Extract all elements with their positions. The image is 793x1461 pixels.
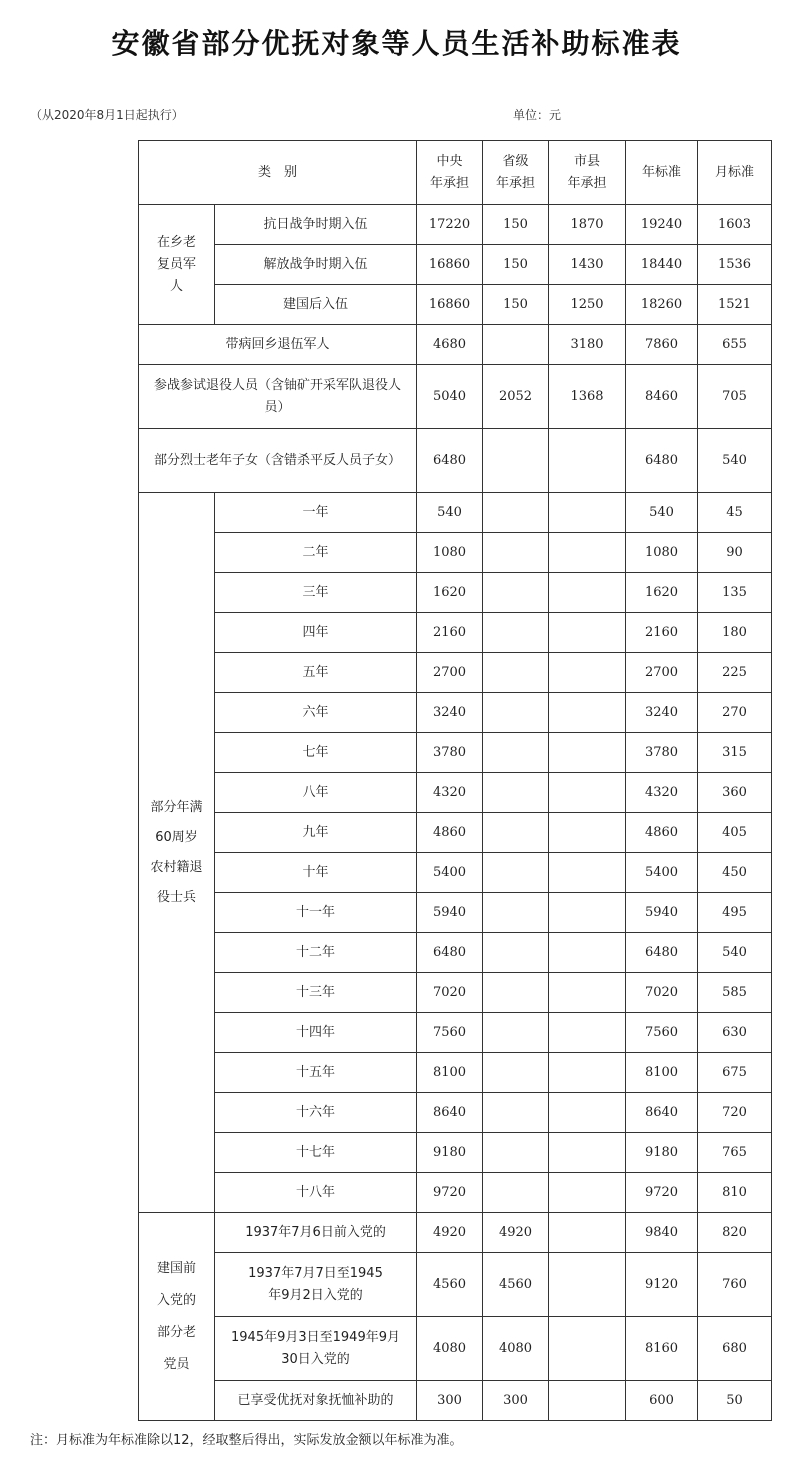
cell-central: 4080 (417, 1317, 483, 1381)
cell-monthly: 765 (698, 1133, 772, 1173)
table-row (139, 653, 772, 693)
cell-central: 5040 (417, 365, 483, 429)
cell-central: 540 (417, 493, 483, 533)
cell-central: 17220 (417, 205, 483, 245)
table-row (139, 933, 772, 973)
cell-central: 1620 (417, 573, 483, 613)
row-name: 十五年 (215, 1053, 417, 1093)
cell-city (549, 893, 626, 933)
cell-monthly: 135 (698, 573, 772, 613)
cell-city (549, 933, 626, 973)
cell-city (549, 1093, 626, 1133)
row-name: 部分烈士老年子女（含错杀平反人员子女） (139, 429, 417, 493)
cell-annual: 8460 (626, 365, 698, 429)
cell-city (549, 429, 626, 493)
cell-city (549, 1053, 626, 1093)
table-row (139, 893, 772, 933)
cell-annual: 7860 (626, 325, 698, 365)
cell-monthly: 90 (698, 533, 772, 573)
cell-city (549, 653, 626, 693)
row-name: 十八年 (215, 1173, 417, 1213)
table-row (139, 1133, 772, 1173)
cell-monthly: 360 (698, 773, 772, 813)
cell-central: 8100 (417, 1053, 483, 1093)
table-row (139, 493, 772, 533)
cell-central: 4920 (417, 1213, 483, 1253)
cell-central: 9180 (417, 1133, 483, 1173)
table-row (139, 429, 772, 493)
cell-city (549, 733, 626, 773)
cell-central: 3780 (417, 733, 483, 773)
cell-monthly: 1521 (698, 285, 772, 325)
table-row (139, 325, 772, 365)
cell-city (549, 1013, 626, 1053)
table-row (139, 1213, 772, 1253)
unit-label: 单位：元 (513, 108, 562, 122)
cell-annual: 7020 (626, 973, 698, 1013)
header-province (483, 141, 549, 205)
cell-central: 5940 (417, 893, 483, 933)
row-name: 解放战争时期入伍 (215, 245, 417, 285)
cell-annual: 9180 (626, 1133, 698, 1173)
table-row (139, 853, 772, 893)
table-row (139, 245, 772, 285)
cell-province (483, 1013, 549, 1053)
row-name: 十一年 (215, 893, 417, 933)
table-row (139, 365, 772, 429)
cell-annual: 9720 (626, 1173, 698, 1213)
cell-central: 7020 (417, 973, 483, 1013)
cell-monthly: 225 (698, 653, 772, 693)
cell-province (483, 693, 549, 733)
cell-province: 300 (483, 1381, 549, 1421)
row-name: 1937年7月6日前入党的 (215, 1213, 417, 1253)
cell-central: 8640 (417, 1093, 483, 1133)
cell-monthly: 675 (698, 1053, 772, 1093)
cell-monthly: 585 (698, 973, 772, 1013)
row-name: 建国后入伍 (215, 285, 417, 325)
cell-annual: 9840 (626, 1213, 698, 1253)
table-row (139, 1053, 772, 1093)
cell-central: 2160 (417, 613, 483, 653)
subsidy-standard-table (138, 140, 772, 1421)
table-row (139, 285, 772, 325)
cell-central: 6480 (417, 429, 483, 493)
cell-central: 2700 (417, 653, 483, 693)
cell-city (549, 493, 626, 533)
cell-monthly: 810 (698, 1173, 772, 1213)
cell-annual: 6480 (626, 429, 698, 493)
header-category: 类 别 (139, 141, 417, 205)
footnote: 注：月标准为年标准除以12，经取整后得出，实际发放金额以年标准为准。 (30, 1433, 463, 1448)
cell-central: 300 (417, 1381, 483, 1421)
cell-province (483, 1053, 549, 1093)
table-row (139, 1381, 772, 1421)
cell-annual: 1620 (626, 573, 698, 613)
cell-city (549, 1317, 626, 1381)
cell-annual: 3780 (626, 733, 698, 773)
header-monthly: 月标准 (698, 141, 772, 205)
cell-province: 4560 (483, 1253, 549, 1317)
cell-annual: 600 (626, 1381, 698, 1421)
header-central-line1: 中央 (436, 153, 463, 169)
cell-annual: 2700 (626, 653, 698, 693)
cell-province (483, 933, 549, 973)
table-row (139, 693, 772, 733)
cell-monthly: 655 (698, 325, 772, 365)
cell-city (549, 1213, 626, 1253)
table-row (139, 205, 772, 245)
row-name: 十四年 (215, 1013, 417, 1053)
row-name: 十三年 (215, 973, 417, 1013)
cell-central: 3240 (417, 693, 483, 733)
row-name: 抗日战争时期入伍 (215, 205, 417, 245)
cell-city (549, 613, 626, 653)
cell-central: 5400 (417, 853, 483, 893)
table-row (139, 733, 772, 773)
table-row (139, 613, 772, 653)
cell-annual: 18260 (626, 285, 698, 325)
cell-annual: 3240 (626, 693, 698, 733)
cell-city (549, 773, 626, 813)
row-name: 五年 (215, 653, 417, 693)
cell-city: 1250 (549, 285, 626, 325)
row-name: 参战参试退役人员（含铀矿开采军队退役人员） (139, 365, 417, 429)
row-name: 1945年9月3日至1949年9月30日入党的 (215, 1317, 417, 1381)
table-header-row (139, 141, 772, 205)
table-row (139, 1253, 772, 1317)
cell-annual: 8100 (626, 1053, 698, 1093)
cell-annual: 8640 (626, 1093, 698, 1133)
table-row (139, 1173, 772, 1213)
cell-monthly: 820 (698, 1213, 772, 1253)
cell-province (483, 1173, 549, 1213)
cell-annual: 5940 (626, 893, 698, 933)
row-name: 八年 (215, 773, 417, 813)
effective-date-note: （从2020年8月1日起执行） (30, 108, 184, 122)
cell-province: 4080 (483, 1317, 549, 1381)
cell-city: 1430 (549, 245, 626, 285)
cell-monthly: 270 (698, 693, 772, 733)
cell-province (483, 573, 549, 613)
cell-city (549, 973, 626, 1013)
cell-annual: 8160 (626, 1317, 698, 1381)
cell-monthly: 540 (698, 429, 772, 493)
cell-annual: 2160 (626, 613, 698, 653)
cell-city (549, 1133, 626, 1173)
cell-annual: 19240 (626, 205, 698, 245)
cell-annual: 9120 (626, 1253, 698, 1317)
cell-monthly: 720 (698, 1093, 772, 1133)
cell-city (549, 1253, 626, 1317)
cell-monthly: 680 (698, 1317, 772, 1381)
header-province-line2: 年承担 (496, 175, 536, 191)
cell-province: 150 (483, 205, 549, 245)
header-city (549, 141, 626, 205)
cell-annual: 5400 (626, 853, 698, 893)
table-row (139, 1317, 772, 1381)
cell-monthly: 50 (698, 1381, 772, 1421)
cell-monthly: 450 (698, 853, 772, 893)
cell-annual: 4320 (626, 773, 698, 813)
row-name: 七年 (215, 733, 417, 773)
header-central-line2: 年承担 (430, 175, 470, 191)
cell-province (483, 853, 549, 893)
row-name: 九年 (215, 813, 417, 853)
cell-monthly: 1536 (698, 245, 772, 285)
table-row (139, 773, 772, 813)
cell-province (483, 613, 549, 653)
row-name: 四年 (215, 613, 417, 653)
row-name: 带病回乡退伍军人 (139, 325, 417, 365)
cell-central: 1080 (417, 533, 483, 573)
cell-annual: 1080 (626, 533, 698, 573)
row-name: 十年 (215, 853, 417, 893)
cell-province (483, 733, 549, 773)
cell-province (483, 493, 549, 533)
cell-province (483, 773, 549, 813)
cell-province (483, 1133, 549, 1173)
cell-monthly: 1603 (698, 205, 772, 245)
cell-central: 4860 (417, 813, 483, 853)
cell-annual: 7560 (626, 1013, 698, 1053)
table-row (139, 1013, 772, 1053)
cell-province (483, 973, 549, 1013)
cell-annual: 540 (626, 493, 698, 533)
cell-province: 150 (483, 245, 549, 285)
cell-city (549, 1173, 626, 1213)
cell-central: 4320 (417, 773, 483, 813)
row-name: 1937年7月7日至1945年9月2日入党的 (215, 1253, 417, 1317)
cell-city (549, 853, 626, 893)
table-row (139, 573, 772, 613)
cell-province: 4920 (483, 1213, 549, 1253)
header-annual: 年标准 (626, 141, 698, 205)
cell-province: 150 (483, 285, 549, 325)
cell-monthly: 180 (698, 613, 772, 653)
group-label-party: 建国前入党的部分老党员 (139, 1213, 215, 1421)
cell-central: 4680 (417, 325, 483, 365)
table-row (139, 813, 772, 853)
cell-city (549, 693, 626, 733)
cell-central: 16860 (417, 285, 483, 325)
cell-central: 6480 (417, 933, 483, 973)
cell-monthly: 315 (698, 733, 772, 773)
cell-monthly: 405 (698, 813, 772, 853)
cell-central: 9720 (417, 1173, 483, 1213)
cell-province (483, 533, 549, 573)
row-name: 一年 (215, 493, 417, 533)
header-city-line2: 年承担 (567, 175, 607, 191)
header-city-line1: 市县 (574, 153, 601, 169)
cell-city: 1368 (549, 365, 626, 429)
table-row (139, 1093, 772, 1133)
row-name: 十六年 (215, 1093, 417, 1133)
row-name: 十七年 (215, 1133, 417, 1173)
group-label-veterans: 在乡老复员军人 (139, 205, 215, 325)
cell-province: 2052 (483, 365, 549, 429)
row-name: 六年 (215, 693, 417, 733)
cell-province (483, 813, 549, 853)
cell-monthly: 540 (698, 933, 772, 973)
cell-province (483, 653, 549, 693)
cell-annual: 6480 (626, 933, 698, 973)
cell-monthly: 630 (698, 1013, 772, 1053)
group-label-soldiers: 部分年满60周岁农村籍退役士兵 (139, 493, 215, 1213)
cell-annual: 18440 (626, 245, 698, 285)
row-name: 二年 (215, 533, 417, 573)
cell-city (549, 1381, 626, 1421)
row-name: 已享受优抚对象抚恤补助的 (215, 1381, 417, 1421)
cell-annual: 4860 (626, 813, 698, 853)
cell-monthly: 705 (698, 365, 772, 429)
cell-central: 16860 (417, 245, 483, 285)
cell-monthly: 495 (698, 893, 772, 933)
cell-monthly: 760 (698, 1253, 772, 1317)
cell-city: 1870 (549, 205, 626, 245)
cell-province (483, 893, 549, 933)
cell-city: 3180 (549, 325, 626, 365)
page-title: 安徽省部分优抚对象等人员生活补助标准表 (111, 27, 682, 60)
row-name: 三年 (215, 573, 417, 613)
cell-central: 4560 (417, 1253, 483, 1317)
header-central (417, 141, 483, 205)
cell-city (549, 813, 626, 853)
table-row (139, 973, 772, 1013)
cell-city (549, 533, 626, 573)
cell-province (483, 1093, 549, 1133)
table-row (139, 533, 772, 573)
header-province-line1: 省级 (502, 153, 529, 169)
cell-city (549, 573, 626, 613)
cell-province (483, 429, 549, 493)
cell-monthly: 45 (698, 493, 772, 533)
cell-central: 7560 (417, 1013, 483, 1053)
row-name: 十二年 (215, 933, 417, 973)
cell-province (483, 325, 549, 365)
